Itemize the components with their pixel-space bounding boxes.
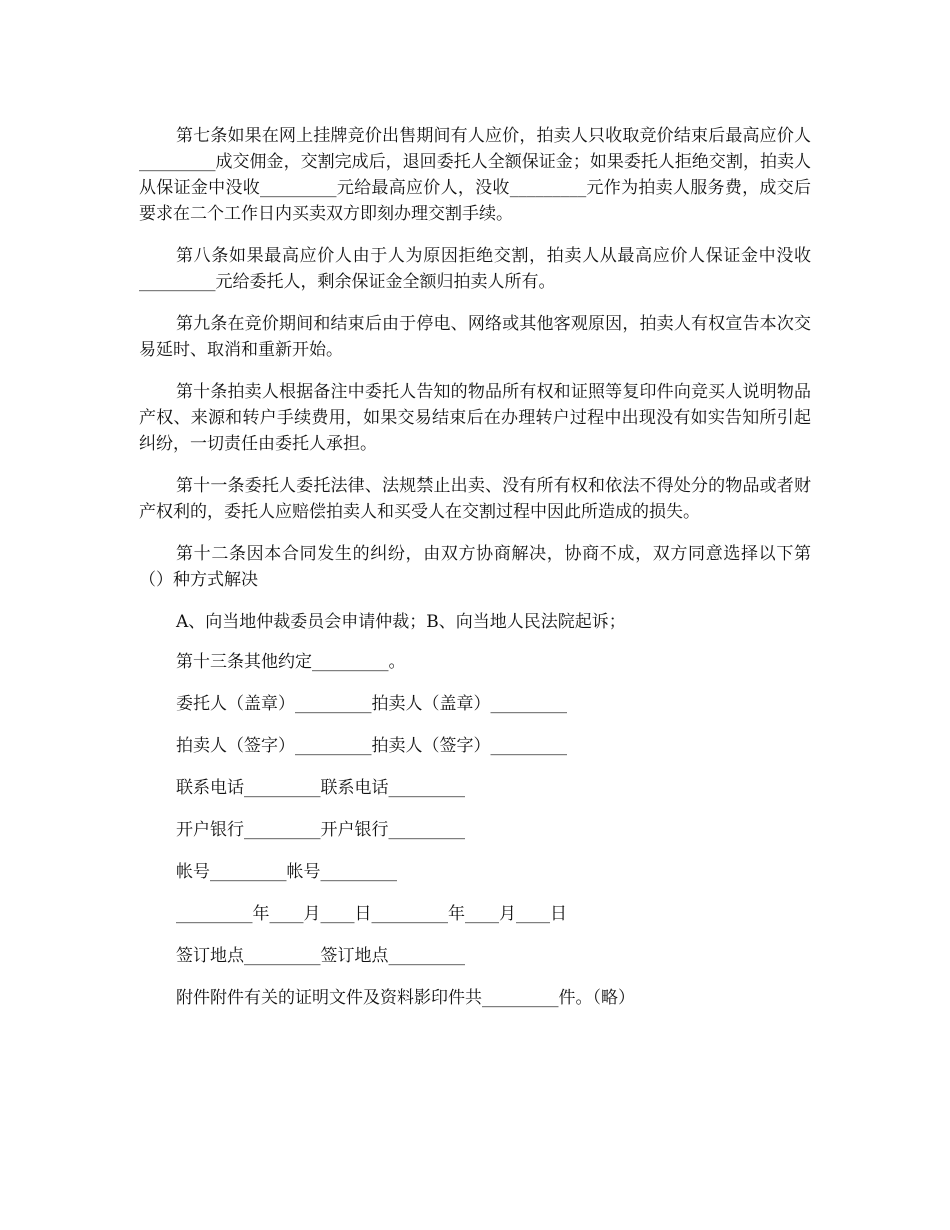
phone-line: 联系电话_________联系电话_________ (176, 778, 465, 798)
attachment-line: 附件附件有关的证明文件及资料影印件共_________件。（略） (176, 988, 635, 1008)
dispute-options-line: A、向当地仲裁委员会申请仲裁；B、向当地人民法院起诉； (176, 612, 626, 632)
bank-line: 开户银行_________开户银行_________ (176, 820, 465, 840)
article-11-paragraph: 第十一条委托人委托法律、法规禁止出卖、没有所有权和依法不得处分的物品或者财产权利的，委托人应赔偿拍卖人和买受人在交割过程中因此所造成的损失。 (139, 476, 811, 522)
article-8-paragraph: 第八条如果最高应价人由于人为原因拒绝交割，拍卖人从最高应价人保证金中没收_________元给委托人，剩余保证金全额归拍卖人所有。 (139, 246, 811, 292)
seal-line: 委托人（盖章）_________拍卖人（盖章）_________ (176, 694, 567, 714)
account-line: 帐号_________帐号_________ (176, 862, 397, 882)
article-12-paragraph: 第十二条因本合同发生的纠纷，由双方协商解决，协商不成，双方同意选择以下第（）种方式解决 (139, 544, 811, 590)
article-9-paragraph: 第九条在竞价期间和结束后由于停电、网络或其他客观原因，拍卖人有权宣告本次交易延时、取消和重新开始。 (139, 314, 811, 360)
date-line: _________年____月____日_________年____月____日 (176, 904, 567, 924)
article-7-paragraph: 第七条如果在网上挂牌竞价出售期间有人应价，拍卖人只收取竞价结束后最高应价人_________成交佣金，交割完成后，退回委托人全额保证金；如果委托人拒绝交割，拍卖人从保证金中没收_________元给最高应价人，没收_________元作为拍卖人服务费，成交后要求在二个工作日内买卖双方即刻办理交割手续。 (139, 126, 811, 224)
signature-line: 拍卖人（签字）_________拍卖人（签字）_________ (176, 736, 567, 756)
contract-page (139, 123, 811, 1027)
signing-place-line: 签订地点_________签订地点_________ (176, 946, 465, 966)
article-10-paragraph: 第十条拍卖人根据备注中委托人告知的物品所有权和证照等复印件向竞买人说明物品产权、来源和转户手续费用，如果交易结束后在办理转户过程中出现没有如实告知所引起纠纷，一切责任由委托人承担。 (139, 382, 811, 454)
article-13-line: 第十三条其他约定_________。 (176, 652, 406, 672)
